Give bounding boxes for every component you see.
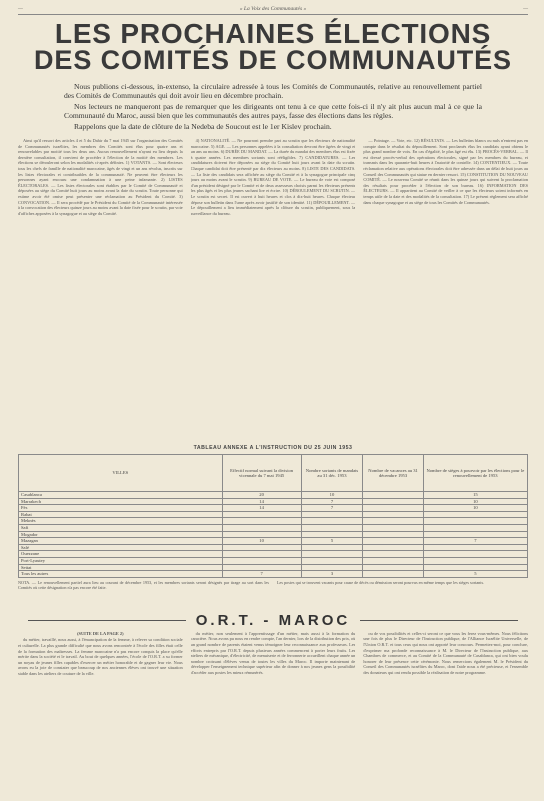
value-cell	[363, 531, 423, 538]
column-text: ou de vos possibilités et celles-ci seront ce que vous les ferez vous-mêmes. Nous félicitons une fois de plus le Directeur de l'Instruction publique, de l'Alliance Israélite Universelle, de l'Union O.R.T. et tous ceux qui nous ont apporté leur concours. Permettez-moi, pour conclure, d'exprimer ma profonde reconnaissance à M. le Directeur de l'Instruction publique, aux Chambres de commerce, et au Comité de la Communauté de Casablanca, qui ont bien voulu honorer de leur présence cette cérémonie. Nous remercions également M. le Président du Conseil des Communautés israélites du Maroc, dont l'aide nous a été précieuse, et l'ensemble des donateurs qui ont rendu possible la réalisation de notre programme.	[363, 630, 528, 675]
city-cell: Fès	[19, 505, 223, 512]
table-row	[19, 544, 528, 551]
table-row	[19, 538, 528, 545]
ort-columns	[18, 631, 528, 801]
value-cell	[222, 544, 301, 551]
value-cell	[423, 531, 527, 538]
table-row	[19, 551, 528, 558]
table-header: VILLES	[19, 455, 223, 492]
article-column-3	[363, 138, 528, 441]
city-cell: Tous les autres	[19, 571, 223, 578]
value-cell	[363, 538, 423, 545]
value-cell: 15	[423, 492, 527, 499]
value-cell: 7	[222, 571, 301, 578]
table-row	[19, 524, 528, 531]
value-cell	[301, 557, 363, 564]
value-cell: 7	[423, 538, 527, 545]
city-cell: Mazagan	[19, 538, 223, 545]
table-row	[19, 511, 528, 518]
value-cell	[363, 498, 423, 505]
value-cell	[301, 564, 363, 571]
headline	[18, 20, 528, 74]
city-cell: Safi	[19, 524, 223, 531]
intro-paragraph: Nos lecteurs ne manqueront pas de remarquer que les dirigeants ont tenu à ce que cette fois-ci il n'y ait plus aucun mal à ce que la Communauté du Maroc, aussi bien que les communautés des autres pays, fasse des élections dans les règles.	[64, 102, 482, 120]
value-cell: 10	[222, 538, 301, 545]
value-cell: 14	[222, 505, 301, 512]
running-header	[18, 6, 528, 15]
intro-paragraph: Nous publions ci-dessous, in-extenso, la circulaire adressée à tous les Comités de Communautés, relative au renouvellement partiel des Comités de Communautés qui doit avoir lieu en décembre prochain.	[64, 82, 482, 100]
table-header: Nombre sortants de mandats au 31 déc. 1953	[301, 455, 363, 492]
article-column-2	[191, 138, 356, 441]
table-row	[19, 518, 528, 525]
value-cell	[363, 564, 423, 571]
ort-column-1	[18, 631, 183, 801]
value-cell: 7	[301, 498, 363, 505]
value-cell	[222, 518, 301, 525]
table-row	[19, 498, 528, 505]
value-cell: 5	[423, 571, 527, 578]
headline-line-2: DES COMITÉS DE COMMUNAUTÉS	[34, 45, 512, 75]
city-cell: Port-Lyautey	[19, 557, 223, 564]
header-left: —	[18, 6, 23, 12]
table-header: Nombre de sièges à pourvoir par les élections pour le renouvellement de 1953	[423, 455, 527, 492]
article-columns	[18, 138, 528, 441]
value-cell: 14	[222, 498, 301, 505]
value-cell	[363, 505, 423, 512]
table-row	[19, 564, 528, 571]
city-cell: Casablanca	[19, 492, 223, 499]
value-cell	[222, 524, 301, 531]
rule-right	[360, 620, 518, 621]
value-cell: 20	[222, 492, 301, 499]
value-cell	[363, 571, 423, 578]
value-cell	[363, 524, 423, 531]
value-cell	[222, 557, 301, 564]
city-cell: Rabat	[19, 511, 223, 518]
city-cell: Mogador	[19, 531, 223, 538]
column-text: du métier, travaillé, nous aussi, à l'émancipation de la femme, à relever sa condition sociale et culturelle. La plus grande difficulté que nous avons rencontrée à l'école des filles était celle de la formation des maîtresses. La femme marocaine n'a pas encore conquis la place qu'elle mérite dans la société et le travail. Au bout de quelques années, l'école de l'O.R.T. a su former un noyau de jeunes filles capables d'exercer un métier honorable et de gagner leur vie. Nous avons eu la joie de constater que beaucoup de nos anciennes élèves ont trouvé une situation stable dans les ateliers de couture de la ville.	[18, 637, 183, 676]
value-cell	[222, 564, 301, 571]
table-row	[19, 571, 528, 578]
header-title: « La Voix des Communautés »	[239, 6, 307, 12]
value-cell	[222, 551, 301, 558]
city-cell: Marrakech	[19, 498, 223, 505]
intro-paragraph: Rappelons que la date de clôture de la Nedeba de Soucout est le 1er Kislev prochain.	[74, 122, 332, 131]
value-cell	[363, 544, 423, 551]
value-cell	[363, 518, 423, 525]
value-cell	[423, 524, 527, 531]
table-notes	[18, 580, 528, 610]
table-row	[19, 557, 528, 564]
value-cell	[363, 511, 423, 518]
city-cell: Meknès	[19, 518, 223, 525]
table-header-row	[19, 455, 528, 492]
value-cell	[423, 551, 527, 558]
intro-paragraphs	[64, 82, 482, 131]
value-cell	[301, 544, 363, 551]
value-cell	[423, 564, 527, 571]
city-cell: Ouezzane	[19, 551, 223, 558]
value-cell: 10	[423, 505, 527, 512]
table-header: Effectif normal suivant la division vicennale du 7 mai 1945	[222, 455, 301, 492]
value-cell	[301, 551, 363, 558]
value-cell: 10	[423, 498, 527, 505]
column-text: 4) NATIONALITÉ. — Ne pourront prendre part au scrutin que les électeurs de nationalité marocaine. 5) AGE. — Les personnes appelées à la consultation devront être âgées de vingt et un ans au moins. 6) DURÉE DU MANDAT. — La durée du mandat des membres élus est fixée à quatre années. Les membres sortants sont rééligibles. 7) CANDIDATURES. — Les candidatures doivent être déposées au siège du Comité huit jours avant la date du scrutin. Chaque candidat doit être présenté par dix électeurs au moins. 8) LISTE DES CANDIDATS. — La liste des candidats sera affichée au siège du Comité et à la synagogue principale cinq jours au moins avant le scrutin. 9) BUREAU DE VOTE. — Le bureau de vote est composé d'un président désigné par le Comité et de deux assesseurs choisis parmi les électeurs présents les plus âgés et les plus jeunes sachant lire et écrire. 10) DÉROULEMENT DU SCRUTIN. — Le scrutin est secret. Il est ouvert à huit heures et clos à dix-huit heures. Chaque électeur dépose son bulletin dans l'urne après avoir justifié de son identité. 11) DÉPOUILLEMENT. — Le dépouillement a lieu immédiatement après la clôture du scrutin, publiquement, sous la surveillance du bureau.	[190, 138, 356, 216]
column-text: — Pointage. — Vote, etc. 12) RÉSULTATS. — Les bulletins blancs ou nuls n'entrent pas en compte dans le résultat du dépouillement. Sont proclamés élus les candidats ayant obtenu le plus grand nombre de voix. En cas d'égalité, le plus âgé est élu. 13) PROCÈS-VERBAL. — Il est dressé procès-verbal des opérations électorales, signé par les membres du bureau, et transmis dans les quarante-huit heures à l'autorité de contrôle. 14) CONTENTIEUX. — Toute réclamation relative aux opérations électorales doit être adressée dans un délai de huit jours au Conseil des Communautés qui statue en dernier ressort. 15) CONSTITUTION DU NOUVEAU COMITÉ. — Le nouveau Comité se réunit dans les quinze jours qui suivent la proclamation des résultats pour procéder à l'élection de son bureau. 16) INFORMATION DES ÉLECTEURS. — Il appartient au Comité de veiller à ce que les électeurs soient informés en temps utile de la date et des modalités de la consultation. 17) Le présent règlement sera affiché dans chaque synagogue et au siège de tous les Comités de Communautés.	[363, 138, 528, 205]
section-title: O.R.T. - MAROC	[195, 611, 351, 629]
table-row	[19, 492, 528, 499]
ort-column-3	[363, 631, 528, 801]
value-cell: 10	[301, 492, 363, 499]
value-cell	[301, 531, 363, 538]
section-heading	[18, 612, 528, 629]
value-cell	[423, 511, 527, 518]
value-cell	[363, 557, 423, 564]
value-cell: 5	[301, 538, 363, 545]
value-cell	[301, 518, 363, 525]
continuation-note: (SUITE DE LA PAGE 2)	[77, 630, 124, 636]
city-cell: Settat	[19, 564, 223, 571]
note-column-1: NOTA. — Le renouvellement partiel aura lieu au courant de décembre 1953, et les membres sortants seront désignés par tirage au sort dans les Comités où cette désignation n'a pas encore été faite.	[18, 579, 269, 591]
headline-line-1: LES PROCHAINES ÉLECTIONS	[54, 18, 492, 49]
value-cell: 7	[301, 505, 363, 512]
value-cell	[423, 518, 527, 525]
seats-table	[18, 454, 528, 578]
value-cell	[301, 511, 363, 518]
table-row	[19, 531, 528, 538]
column-text: du métier, non seulement à l'apprentissage d'un métier, mais aussi à la formation du caractère. Nous avons pu nous en rendre compte, l'an dernier, lors de la distribution des prix, où un grand nombre de parents étaient venus témoigner leur reconnaissance aux professeurs. Les efforts entrepris par l'O.R.T. depuis plusieurs années commencent à porter leurs fruits. Les ateliers de mécanique, d'électricité, de menuiserie et de ferronnerie accueillent chaque année un nombre croissant d'élèves venus de toutes les villes du Maroc. Il importe maintenant de développer l'enseignement technique supérieur afin de donner à nos jeunes gens la possibilité d'accéder aux postes les mieux rémunérés.	[190, 630, 356, 675]
value-cell	[363, 551, 423, 558]
value-cell: 3	[301, 571, 363, 578]
value-cell	[423, 544, 527, 551]
note-column-2: Les postes qui se trouvent vacants pour cause de décès ou démission seront pourvus en même temps que les sièges sortants.	[277, 579, 485, 585]
article-column-1	[18, 138, 183, 441]
value-cell	[423, 557, 527, 564]
value-cell	[222, 531, 301, 538]
table-body	[19, 492, 528, 578]
table-title: TABLEAU ANNEXE A L'INSTRUCTION DU 25 JUIN 1953	[193, 445, 353, 451]
value-cell	[301, 524, 363, 531]
city-cell: Salé	[19, 544, 223, 551]
ort-column-2	[191, 631, 356, 801]
table-row	[19, 505, 528, 512]
table-header: Nombre de vacances au 31 décembre 1953	[363, 455, 423, 492]
rule-left	[28, 620, 186, 621]
header-right: —	[523, 6, 528, 12]
value-cell	[363, 492, 423, 499]
column-text: Ainsi qu'il ressort des articles 4 et 5 du Dahir du 7 mai 1945 sur l'organisation des Comités de Communautés israélites, les membres des Comités sont élus pour quatre ans et renouvelables par moitié tous les deux ans. Aucun renouvellement n'ayant eu lieu depuis la dernière consultation, il convient de procéder à l'élection de la moitié des membres. Les élections se dérouleront selon les modalités ci-après définies. 1) VOTANTS. — Sont électeurs tous les chefs de famille de nationalité marocaine, âgés de vingt et un ans révolus, inscrits sur les listes électorales et contribuables de la communauté. Ne peuvent être électeurs les personnes ayant encouru une condamnation à une peine infamante. 2) LISTES ÉLECTORALES. — Les listes électorales sont établies par le Comité de Communauté et déposées au siège du Comité huit jours au moins avant la date du scrutin. Toute personne qui estime avoir été omise peut présenter une réclamation au Président du Comité. 3) CONVOCATION. — Il sera procédé par le Président du Comité de la Communauté intéressée à la convocation des électeurs quinze jours au moins avant la date fixée pour le scrutin, par voie d'affiches apposées à la synagogue et au siège du Comité.	[18, 138, 183, 216]
value-cell	[222, 511, 301, 518]
